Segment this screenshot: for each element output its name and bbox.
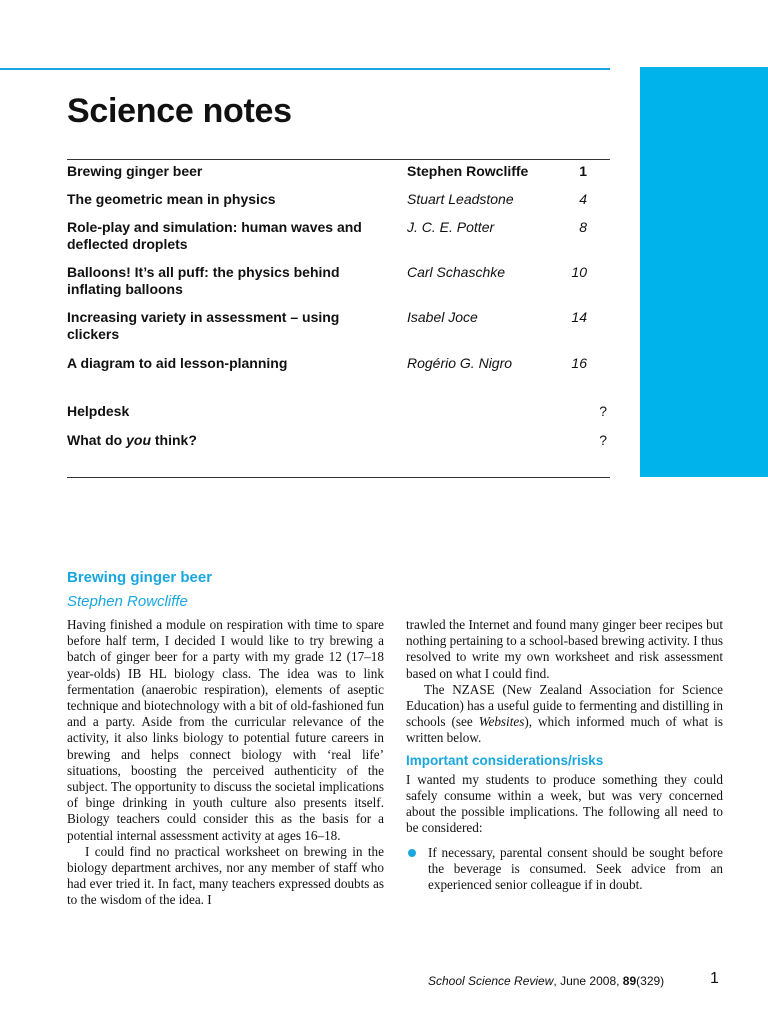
journal-date: , June 2008, (553, 974, 623, 988)
toc-page: ? (599, 432, 607, 448)
toc-author: Stephen Rowcliffe (407, 163, 529, 179)
journal-volume: 89 (622, 974, 637, 988)
toc-page: 4 (579, 191, 587, 207)
journal-name: School Science Review (428, 974, 554, 988)
toc-title: Brewing ginger beer (67, 163, 203, 179)
article-column-left (67, 617, 384, 909)
toc-author: Isabel Joce (407, 309, 478, 325)
article-title: Brewing ginger beer (67, 569, 213, 586)
toc-author: Carl Schaschke (407, 264, 506, 280)
accent-block (640, 67, 768, 477)
article-column-right (406, 617, 723, 893)
toc-title: Increasing variety in assessment – using clickers (67, 309, 340, 342)
subheading: Important considerations/risks (406, 752, 604, 768)
text-run: The NZASE (New Zealand Association for Science Education) has a useful guide to fermenting and distilling in schools (see (406, 681, 723, 730)
toc-page: 16 (571, 355, 587, 371)
text-run: ), which informed much of what is written below. (406, 714, 723, 746)
article-author: Stephen Rowcliffe (67, 593, 188, 610)
toc-page: 8 (579, 219, 587, 235)
toc-title: A diagram to aid lesson-planning (67, 355, 288, 371)
toc-page: 1 (579, 163, 587, 179)
toc-author: Rogério G. Nigro (407, 355, 513, 371)
toc-author: Stuart Leadstone (407, 191, 514, 207)
body-paragraph: I wanted my students to produce something they could safely consume within a week, but was very concerned about the possible implications. The following all need to be considered: (406, 771, 723, 836)
toc-bottom-rule (67, 477, 610, 478)
toc-title: The geometric mean in physics (67, 191, 276, 207)
toc-page: 14 (571, 309, 587, 325)
section-title: Science notes (67, 92, 292, 130)
toc-page: ? (599, 403, 607, 419)
toc-author: J. C. E. Potter (407, 219, 495, 235)
page-number: 1 (710, 970, 719, 987)
body-paragraph: Having finished a module on respiration with time to spare before half term, I decided I would like to try brewing a batch of ginger beer for a party with my grade 12 (17–18 year-olds) IB HL biology class. The idea was to link fermentation (anaerobic respiration), elements of aseptic technique and biotechnology with a bit of old-fashioned fun and a party. Aside from the curricular relevance of the activity, it also links biology to potential future careers in brewing and helps connect biology with ‘real life’ situations, boosting the perceived authenticity of the subject. The opportunity to discuss the societal implications of binge drinking in youth culture also presents itself. Biology teachers could consider this as the basis for a potential internal assessment activity at ages 16–18. (67, 617, 384, 843)
toc-title: Helpdesk (67, 403, 130, 419)
body-paragraph: I could find no practical worksheet on brewing in the biology department archives, nor any member of staff who had ever tried it. In fact, many teachers expressed doubts as to the wisdom of the idea. I (67, 843, 384, 908)
toc-title: Role-play and simulation: human waves and deflected droplets (67, 219, 362, 252)
footer-citation (428, 974, 664, 988)
toc-page: 10 (571, 264, 587, 280)
toc-title: Balloons! It’s all puff: the physics behind inflating balloons (67, 264, 340, 297)
toc-title-post: think? (151, 432, 197, 448)
table-of-contents (67, 159, 610, 448)
websites-ref: Websites (478, 714, 525, 730)
toc-title-pre: What do (67, 432, 127, 448)
body-paragraph: trawled the Internet and found many ginger beer recipes but nothing pertaining to a school-based brewing activity. I thus resolved to write my own worksheet and risk assessment based on what I could find. (406, 617, 723, 681)
bullet-text: If necessary, parental consent should be sought before the beverage is consumed. Seek advice from an experienced senior colleague if in doubt. (428, 844, 723, 893)
toc-title (67, 432, 367, 449)
body-paragraph (406, 682, 723, 747)
bullet-dot-icon (408, 849, 416, 857)
journal-issue: (329) (636, 974, 665, 988)
bullet-item (406, 845, 723, 894)
toc-title-em: you (126, 432, 151, 448)
header-rule (0, 68, 610, 70)
